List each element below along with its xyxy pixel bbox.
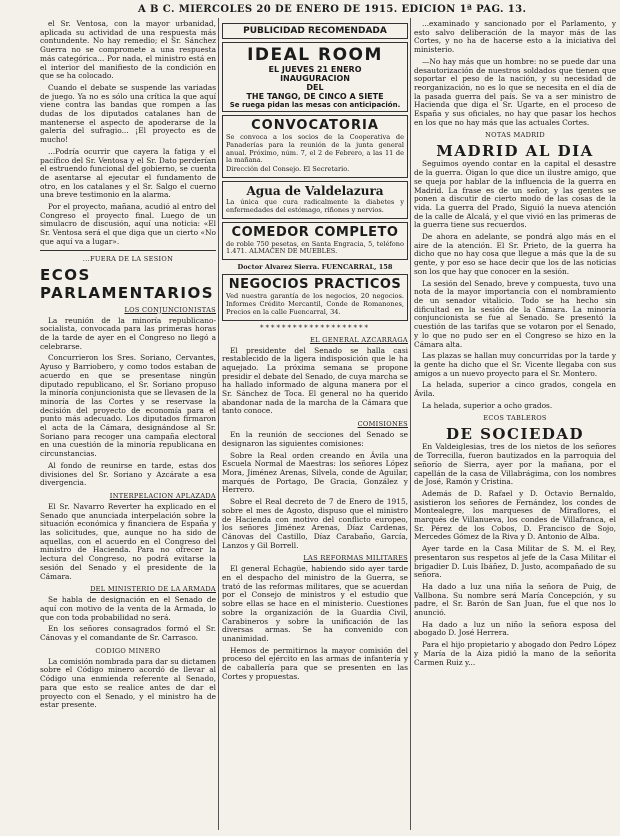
ad-label: PUBLICIDAD RECOMENDADA [243, 26, 387, 36]
headline-de-sociedad: DE SOCIEDAD [445, 425, 585, 444]
ad-line: DEL [306, 83, 324, 92]
headline-parlamentarios: PARLAMENTARIOS [40, 283, 215, 302]
ad-line: THE TANGO, DE CINCO A SIETE [246, 92, 384, 101]
page-header: A B C. MIERCOLES 20 DE ENERO DE 1915. EDICION 1ª PAG. 13. [138, 4, 527, 15]
ad-title: COMEDOR COMPLETO [231, 224, 399, 240]
section-subhead: DEL MINISTERIO DE LA ARMADA [90, 585, 216, 594]
ad-line: Se ruega pidan las mesas con anticipación. [229, 101, 401, 109]
ad-title: Agua de Valdelazura [246, 183, 384, 198]
paragraph: La reunión de la minoría republicano-socialista, convocada para las primeras horas de la tarde de ayer en el Congreso no llegó a celebrarse. [40, 315, 216, 351]
ad-body: Se convoca a los socios de la Cooperativa de Panaderías para la reunión de la junta general anual. Próximo, núm. 7, el 2 de Febrero, a las 11 de la mañana. [226, 133, 404, 165]
paragraph: La comisión nombrada para dar su dictamen sobre el Código minero acordó de llevar al Código una enmienda referente al Senado, para que esto se realice antes de dar el proyecto con el Senado, y el ministro ha de estar presente. [40, 656, 216, 710]
paragraph: La sesión del Senado, breve y compuesta, tuvo una nota de la mayor importancia con el nombramiento de un senador vitalicio. Todo se ha hecho sin dificultad en la sesión de la Cámara. La minoría conjuncionista se fue al Senado. Se presentó la cuestión de las tarifas que se votaron por el Senado, y lo que no pudo ser en el Congreso se hizo en la Cámara alta. [414, 278, 616, 349]
ad-convocatoria [222, 115, 408, 178]
ad-body: Ved nuestra garantía de los negocios, 20 negocios. Informes Crédito Mercantil, Conde de Romanones, Precios en la calle Fuencarral, 34. [226, 292, 404, 316]
paragraph: De ahora en adelante, se pondrá algo más en el aire de la atención. El Sr. Prieto, de la guerra ha dicho que no hay cosa que llegue a más que la de su gente, y por eso se hace decir que los de las noticias son los que hay que conocer en la sesión. [414, 232, 616, 276]
ad-publicidad-label [222, 23, 408, 39]
paragraph: En los señores consagrados formó el Sr. Cánovas y el comandante de Sr. Carrasco. [40, 624, 216, 643]
paragraph: El Sr. Navarro Reverter ha explicado en el Senado que anunciada interpelación sobre la situación económica y financiera de España y las solicitudes, que, aunque no ha sido de aquellas, con el acuerdo en el Congreso del ministro de Hacienda. Para no ofrecer la lectura del Congreso, no podrá evitarse la sesión del Senado y el presidente de la Cámara. [40, 501, 216, 581]
column-rule [218, 18, 219, 830]
ad-body: La única que cura radicalmente la diabetes y enfermedades del estómago, riñones y nervios. [226, 197, 404, 214]
ad-title: IDEAL ROOM [247, 45, 383, 65]
section-subhead: LAS REFORMAS MILITARES [303, 554, 408, 563]
headline-ecos: ECOS [40, 265, 91, 284]
ad-negocios-practicos [222, 274, 408, 320]
ad-title: CONVOCATORIA [251, 118, 379, 133]
column-left [40, 20, 216, 713]
section-subhead: COMISIONES [357, 420, 408, 429]
paragraph: el Sr. Ventosa, con la mayor urbanidad, aplicada su actividad de una respuesta más contundente. No hay remedio; el Sr. Sánchez Guerra no se compromete a una respuesta más categórica... Por nada, el ministro está en el interior del manifiesto de la condición en que se ha colocado. [40, 20, 216, 81]
ad-body: de roble 750 pesetas, en Santa Engracia, 5, teléfono 1.471. ALMACEN DE MUEBLES. [226, 239, 404, 256]
section-subhead: CODIGO MINERO [95, 646, 161, 655]
paragraph: Al fondo de reunirse en tarde, estas dos divisiones del Sr. Soriano y Azcárate a esa divergencia. [40, 460, 216, 488]
paragraph: Seguimos oyendo contar en la capital el desastre de la guerra. Oigan lo que dice un ilustre amigo, que se queja por hablar de la influencia de la guerra en Madrid. La frase es de un señor, y las gentes se ponen a discutir de cierto modo de las cosas de la vida. La guerra del Prado, Siguió la nueva atención de la calle de Alcalá, y el que vivió en las primeras de la guerra tiene sus recuerdos. [414, 159, 616, 230]
section-subhead: ECOS TABLEROS [483, 414, 547, 423]
column-right [414, 20, 616, 670]
divider [40, 250, 216, 251]
paragraph: ...examinado y sancionado por el Parlamento, y esto salvo deliberación de la mayor más de las Cortes, y no ha de hacerse esto a la iniciativa del ministerio. [414, 20, 616, 55]
section-subhead: ...FUERA DE LA SESION [82, 254, 174, 263]
ad-doctor-line: Doctor Alvarez Sierra. FUENCARRAL, 158 [237, 263, 393, 272]
paragraph: Ayer tarde en la Casa Militar de S. M. el Rey, presentaron sus respetos al jefe de la Casa Militar el brigadier D. Luis Ibáñez, D. Justo, acompañado de su señora. [414, 544, 616, 580]
paragraph: El presidente del Senado se halla casi restablecido de la ligera indisposición que le ha aquejado. La próxima semana se propone presidir el debate del Senado, de cuya marcha se ha hallado informado de alguna manera por el Sr. Sánchez de Toca. El general no ha querido abandonar nada de la marcha de la Cámara que tanto conoce. [222, 345, 408, 416]
star-divider: ******************** [260, 323, 370, 332]
section-subhead: INTERPELACION APLAZADA [109, 491, 216, 500]
paragraph: La helada, superior a cinco grados, congela en Ávila. [414, 380, 616, 399]
paragraph: Sobre la Real orden creando en Ávila una Escuela Normal de Maestras: los señores López Mora, Jiménez Arenas, Silvela, conde de Aguilar, marqués de Portago, De Gracia, González y Herrero. [222, 450, 408, 495]
headline-madrid-al-dia: MADRID AL DIA [436, 142, 594, 161]
paragraph: Sobre el Real decreto de 7 de Enero de 1915, sobre el mes de Agosto, dispuso que el ministro de Hacienda con motivo del conflicto europeo, los señores Jiménez Arenas, Díaz Cardenas, Cánovas del Castillo, Díaz Carabaño, García, Lanzos y Gil Borrell. [222, 497, 408, 550]
ad-comedor-completo [222, 222, 408, 261]
ad-agua-valdelazura [222, 181, 408, 219]
paragraph: Concurrieron los Sres. Soriano, Cervantes, Ayuso y Barriobero, y como todos estaban de acuerdo en que se presentase ningún diputado republicano, el Sr. Soriano propuso la minoría conjuncionista que se llevasen de la minoría de las Cortes y se reservase la decisión del proyecto de economía para el punto más adecuado. Los diputados firmaron el acta de la Cámara, designándose al Sr. Soriano para recoger una campaña electoral en una cuestión de la minoría republicana en circunstancias. [40, 353, 216, 459]
ad-line: EL JUEVES 21 ENERO [268, 65, 362, 74]
paragraph: Cuando el debate se suspende las variadas de juego. Ya no es sólo una crítica la que aquí viene contra las bandas que rompen a las dudas de los diputados catalanes han de mantenerse el aspecto de apoderarse de la galería del sufragio... ¡El proyecto es de mucho! [40, 82, 216, 145]
paragraph: El general Echagüe, habiendo sido ayer tarde en el despacho del ministro de la Guerra, se trató de las reformas militares, que se acuerdan por el Consejo de ministros y el estudio que sobre ellas se hace en el ministerio. Cuestiones sobre la organización de la Guardia Civil, Carabineros y sobre la unificación de las diversas armas. Se ha convenido con unanimidad. [222, 564, 408, 643]
column-middle [222, 20, 408, 684]
paragraph: En Valdeiglesias, tres de los nietos de los señores de Torrecilla, fueron bautizados en la parroquia del señorío de Sierra, ayer por la mañana, por el capellán de la casa de Villabrágima, con los nombres de José, Ramón y Cristina. [414, 442, 616, 487]
ad-signature: Dirección del Consejo. El Secretario. [226, 165, 350, 174]
paragraph: En la reunión de secciones del Senado se designaron las siguientes comisiones: [222, 430, 408, 448]
section-subhead: LOS CONJUNCIONISTAS [124, 305, 216, 314]
paragraph: Ha dado a luz un niño la señora esposa del abogado D. José Herrera. [414, 619, 616, 638]
paragraph: Por el proyecto, mañana, acudió al entro del Congreso el proyecto final. Luego de un simulacro de discusión, aquí una noticia: «El Sr. Ventosa será el que diga que un cierto «No que aquí va a lugar». [40, 202, 216, 246]
paragraph: Ha dado a luz una niña la señora de Puig, de Vallbona. Su nombre será María Concepción, y su padre, el Sr. Barón de San Juan, fue el que nos lo anunció. [414, 581, 616, 618]
paragraph: Además de D. Rafael y D. Octavio Bernaldo, asistieron los señores de Fernández, los condes de Montealegre, los marqueses de Miraflores, el marqués de Villanueva, los condes de Villafranca, el Sr. Pérez de los Cobos, D. Francisco de Sojo, Mercedes Gómez de la Riva y D. Antonio de Alba. [414, 488, 616, 542]
ad-title: NEGOCIOS PRACTICOS [228, 277, 402, 293]
section-subhead: NOTAS MADRID [485, 131, 545, 140]
paragraph: Hemos de permitirnos la mayor comisión del proceso del ejército en las armas de infantería y de caballería para que se presenten en las Cortes y propuestas. [222, 645, 408, 681]
paragraph: Se habla de designación en el Senado de aquí con motivo de la venta de la Armada, lo que con toda probabilidad no será. [40, 595, 216, 622]
paragraph: Para el hijo propietario y abogado don Pedro López y María de la Aiza pidió la mano de la señorita Carmen Ruiz y... [414, 640, 616, 667]
paragraph: —No hay más que un hombre: no se puede dar una desautorización de nuestros soldados que tienen que soportar el peso de la nación, y su necesidad de reorganización, no es lo que se necesita en el día de la pasada guerra del país. Se va a ser ministro de Hacienda que diga el Sr. Ugarte, en el proceso de España y sus oficiales, no hay que pasar los hechos en los que no hay más que las actuales Cortes. [414, 56, 616, 127]
ad-line: INAUGURACION [280, 74, 350, 83]
paragraph: Las plazas se hallan muy concurridas por la tarde y la gente ha dicho que el Sr. Vicente llegaba con sus amigos a un nuevo proyecto para el Sr. Montero. [414, 351, 616, 378]
section-subhead: EL GENERAL AZCARRAGA [309, 335, 408, 344]
column-rule [410, 18, 411, 830]
ad-ideal-room [222, 42, 408, 112]
paragraph: ...Podría ocurrir que cayera la fatiga y el pacífico del Sr. Ventosa y el Sr. Dato perderían el estruendo funcional del gobierno, se cuenta de asentarse al ejecutar el fundamento de otro, en los catalanes y el Sr. Salgo el cuerno una breve testimonio en la alarma. [40, 146, 216, 200]
paragraph: La helada, superior a ocho grados. [422, 400, 553, 410]
